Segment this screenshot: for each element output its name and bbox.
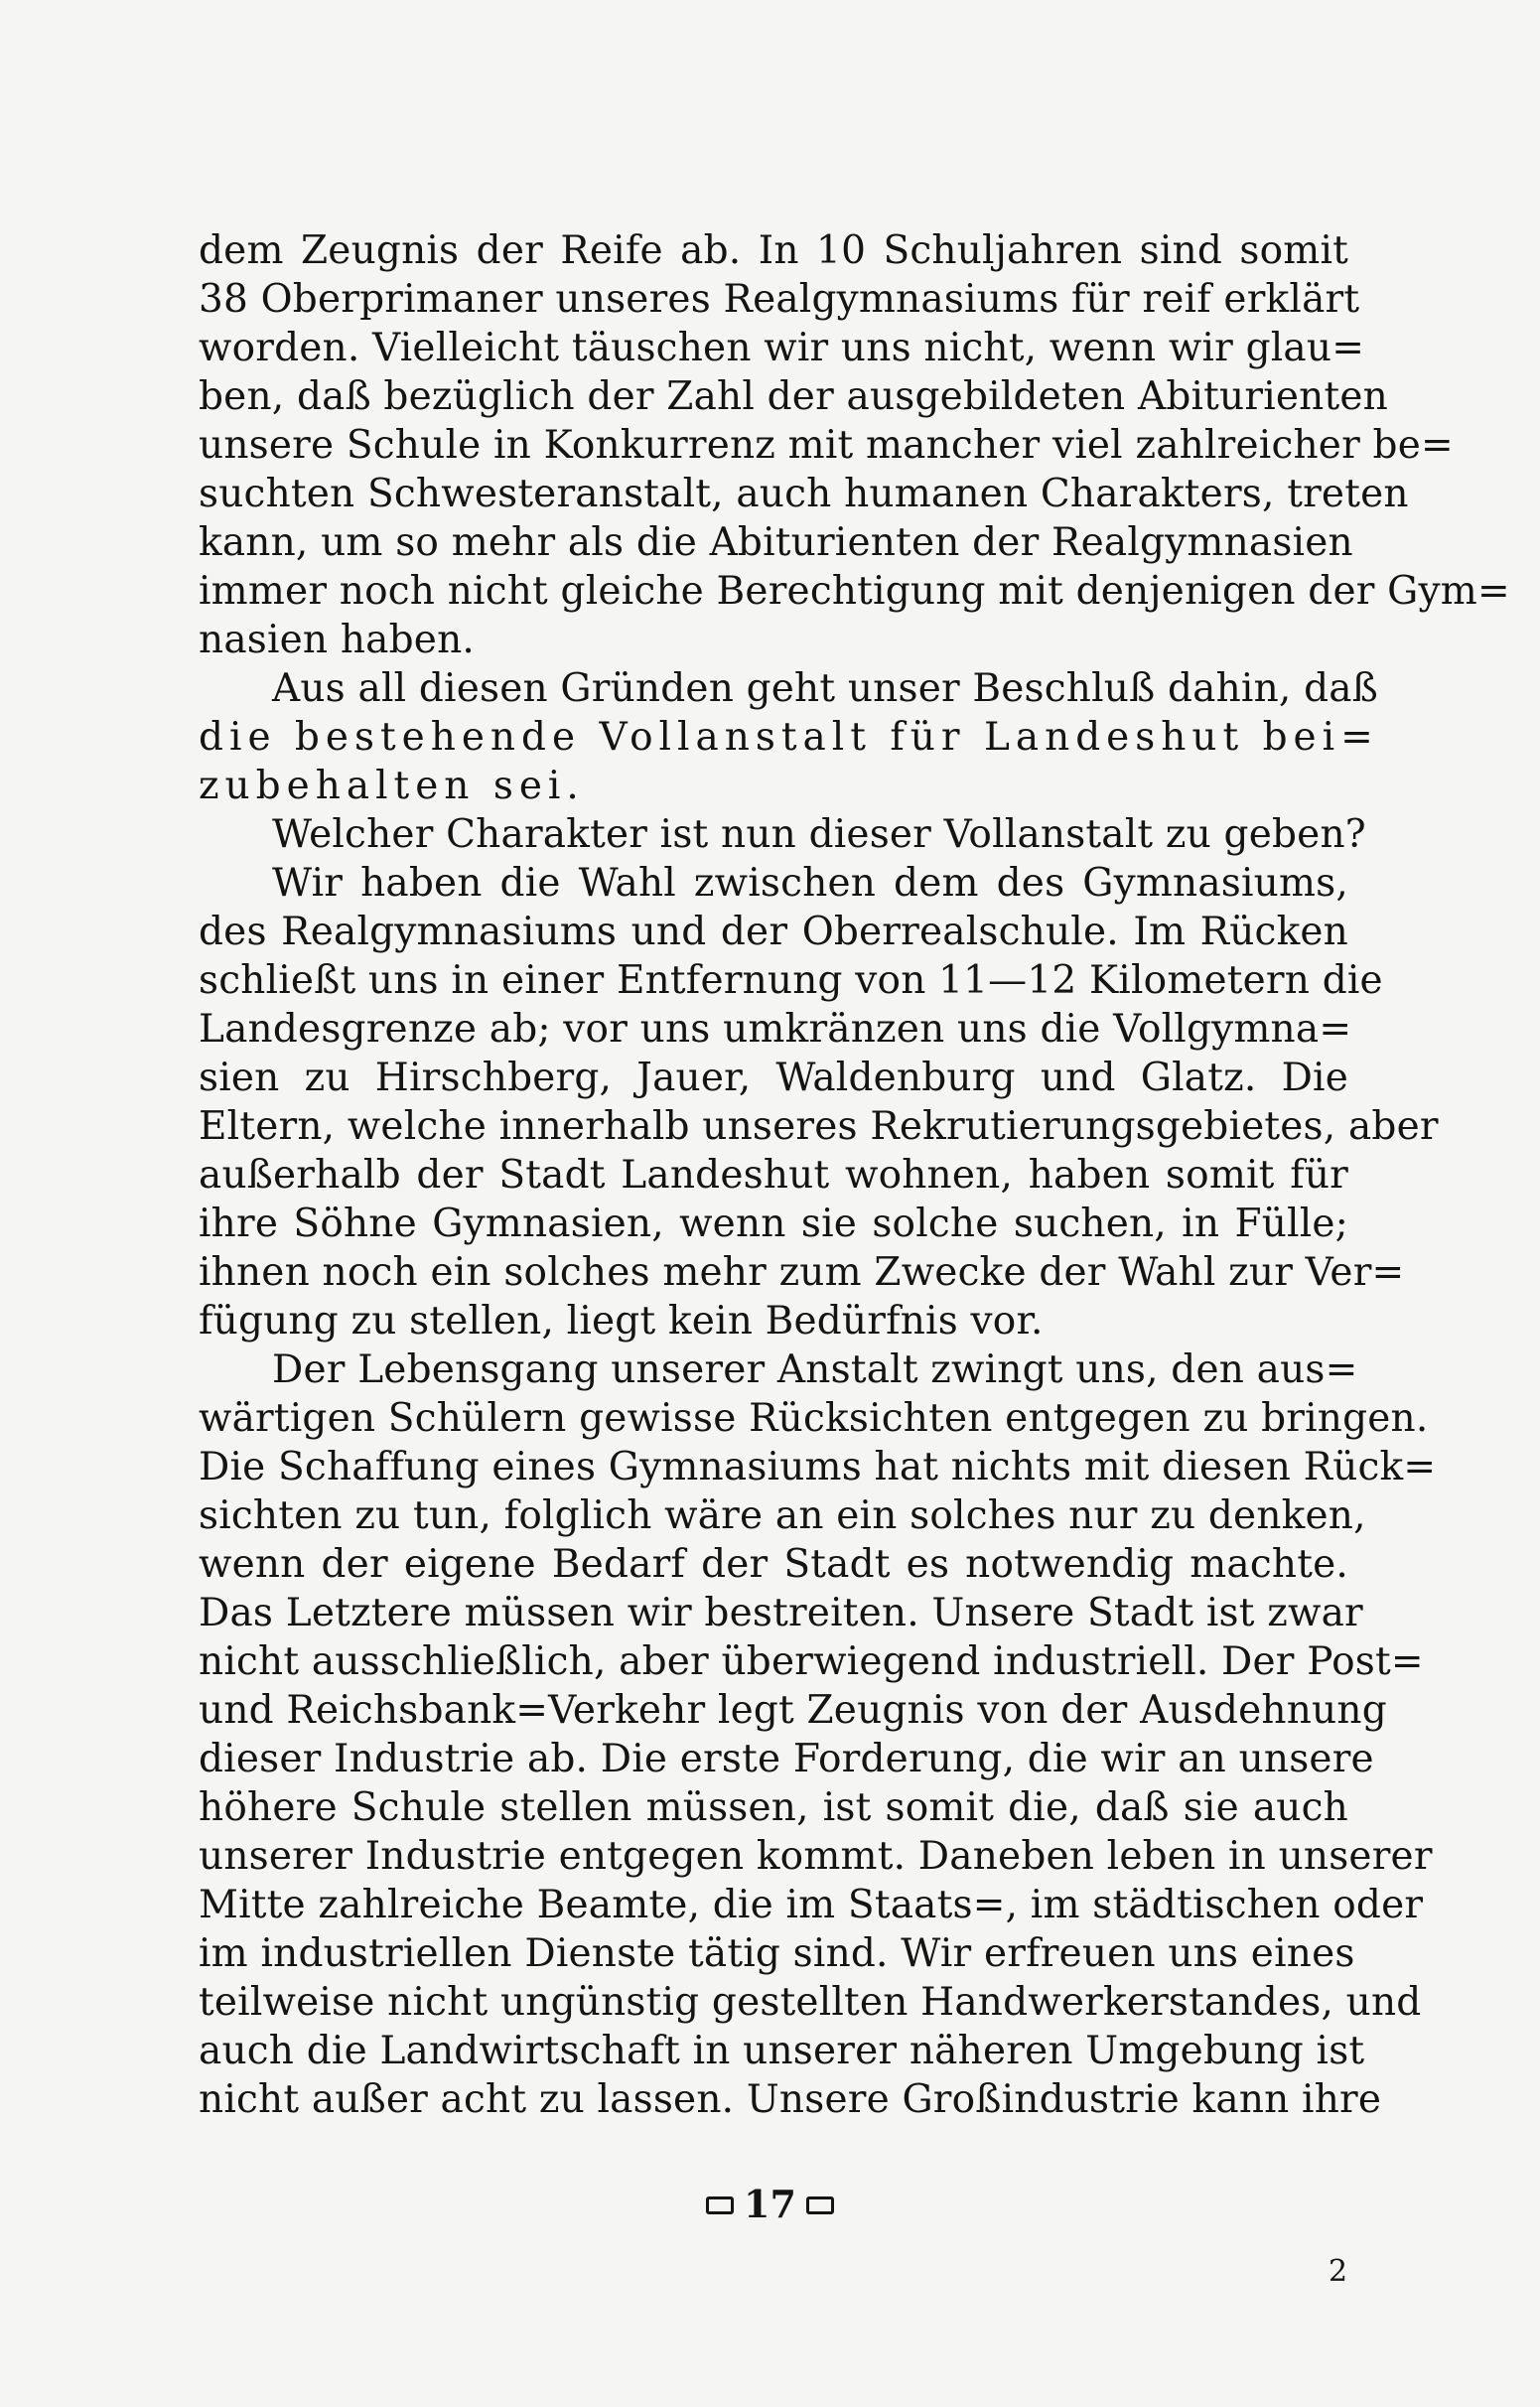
emphasized-line: zubehalten sei. [199, 764, 585, 808]
text-line: Das Letztere müssen wir bestreiten. Unsere Stadt ist zwar [199, 1591, 1363, 1635]
box-ornament-icon [806, 2196, 834, 2214]
text-line: Der Lebensgang unserer Anstalt zwingt uns, den aus= [272, 1347, 1358, 1392]
text-line: kann, um so mehr als die Abiturienten der Realgymnasien [199, 520, 1353, 565]
text-line: worden. Vielleicht täuschen wir uns nicht, wenn wir glau= [199, 326, 1365, 370]
text-line: Mitte zahlreiche Beamte, die im Staats=, im städtischen oder [199, 1883, 1424, 1927]
text-line: im industriellen Dienste tätig sind. Wir erfreuen uns eines [199, 1931, 1355, 1976]
text-line: Eltern, welche innerhalb unseres Rekrutierungsgebietes, aber [199, 1104, 1439, 1149]
text-line: dem Zeugnis der Reife ab. In 10 Schuljahren sind somit [199, 228, 1348, 273]
text-line: Landesgrenze ab; vor uns umkränzen uns die Vollgymna= [199, 1007, 1352, 1052]
text-line: immer noch nicht gleiche Berechtigung mit denjenigen der Gym= [199, 569, 1510, 614]
text-line: sien zu Hirschberg, Jauer, Waldenburg und Glatz. Die [199, 1056, 1348, 1100]
text-line: 38 Oberprimaner unseres Realgymnasiums für reif erklärt [199, 277, 1360, 322]
text-line: außerhalb der Stadt Landeshut wohnen, haben somit für [199, 1153, 1348, 1198]
text-line: sichten zu tun, folglich wäre an ein solches nur zu denken, [199, 1493, 1366, 1538]
text-line: nicht außer acht zu lassen. Unsere Großindustrie kann ihre [199, 2077, 1382, 2122]
box-ornament-icon [706, 2196, 734, 2214]
text-line: und Reichsbank=Verkehr legt Zeugnis von der Ausdehnung [199, 1688, 1387, 1733]
text-line: unsere Schule in Konkurrenz mit mancher viel zahlreicher be= [199, 423, 1454, 468]
text-line: wärtigen Schülern gewisse Rücksichten entgegen zu bringen. [199, 1396, 1429, 1441]
text-line: ben, daß bezüglich der Zahl der ausgebildeten Abiturienten [199, 374, 1388, 419]
sheet-signature-mark: 2 [1329, 2254, 1348, 2289]
text-line: nasien haben. [199, 618, 475, 662]
text-line: Aus all diesen Gründen geht unser Beschluß dahin, daß [272, 666, 1378, 711]
page-number-value: 17 [744, 2182, 796, 2226]
emphasized-line: die bestehende Vollanstalt für Landeshut bei= [199, 715, 1379, 760]
text-line: Wir haben die Wahl zwischen dem des Gymnasiums, [272, 861, 1348, 906]
text-line: fügung zu stellen, liegt kein Bedürfnis vor. [199, 1299, 1044, 1344]
page-number [0, 2181, 1540, 2228]
text-line: teilweise nicht ungünstig gestellten Handwerkerstandes, und [199, 1980, 1422, 2025]
text-line: schließt uns in einer Entfernung von 11—12 Kilometern die [199, 958, 1383, 1003]
text-line: dieser Industrie ab. Die erste Forderung, die wir an unsere [199, 1737, 1374, 1781]
text-line: suchten Schwesteranstalt, auch humanen Charakters, treten [199, 472, 1409, 516]
body-text [199, 226, 1510, 2124]
text-line: wenn der eigene Bedarf der Stadt es notwendig machte. [199, 1542, 1348, 1587]
text-line: unserer Industrie entgegen kommt. Daneben leben in unserer [199, 1834, 1433, 1879]
text-line: nicht ausschließlich, aber überwiegend industriell. Der Post= [199, 1639, 1424, 1684]
text-line: Welcher Charakter ist nun dieser Vollanstalt zu geben? [272, 812, 1366, 857]
text-line: höhere Schule stellen müssen, ist somit die, daß sie auch [199, 1785, 1348, 1830]
text-line: ihre Söhne Gymnasien, wenn sie solche suchen, in Fülle; [199, 1202, 1348, 1246]
text-line: Die Schaffung eines Gymnasiums hat nichts mit diesen Rück= [199, 1445, 1437, 1489]
text-line: des Realgymnasiums und der Oberrealschule. Im Rücken [199, 910, 1348, 954]
text-line: auch die Landwirtschaft in unserer näheren Umgebung ist [199, 2029, 1365, 2073]
text-line: ihnen noch ein solches mehr zum Zwecke der Wahl zur Ver= [199, 1250, 1405, 1295]
